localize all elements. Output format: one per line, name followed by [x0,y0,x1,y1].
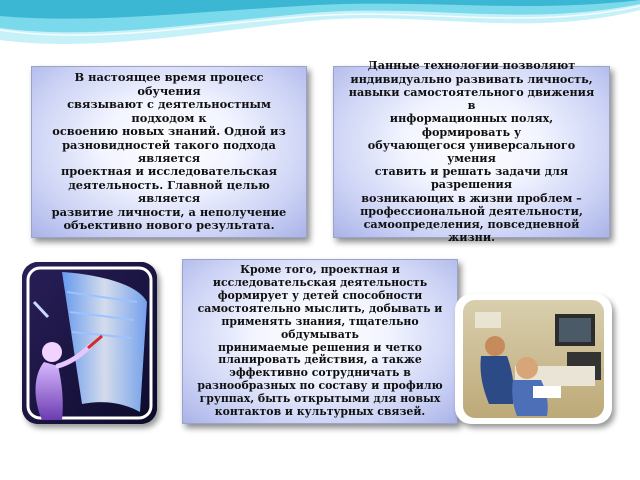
text-line: формирует у детей способности [217,289,423,303]
text-line: исследовательская деятельность [212,276,428,290]
text-line: В настоящее время процесс обучения [74,70,264,98]
students-at-computer-illustration [455,294,612,424]
text-line: навыки самостоятельного движения в [348,84,595,113]
text-line: деятельность. Главной целью является [68,177,270,206]
text-line: связывают с деятельностным подходом к [67,97,271,125]
text-line: принимаемые решения и четко [218,340,422,354]
text-line: обучающегося универсального умения [367,137,576,165]
text-line: индивидуально развивать личность, [350,71,593,86]
text-line: ставить и решать задачи для разрешения [374,164,569,192]
text-line: группах, быть открытыми для новых [199,391,441,405]
text-line: освоению новых знаний. Одной из [52,124,286,139]
text-line: эффективно сотрудничать в [229,366,411,380]
text-line: самоопределения, повседневной жизни. [363,217,580,245]
text-line: самостоятельно мыслить, добывать и [197,301,443,315]
text-line: применять знания, тщательно обдумывать [221,314,419,341]
text-line: Данные технологии позволяют [367,58,576,73]
text-card-right-top-body [344,59,599,244]
text-card-center-bottom [182,259,458,424]
text-line: разнообразных по составу и профилю [197,379,443,393]
text-line: Кроме того, проектная и [240,263,400,277]
text-card-right-top [333,58,610,245]
text-line: возникающих в жизни проблем – [361,190,582,205]
students-at-computer-photo [455,294,612,424]
text-line: информационных полях, формировать у [389,111,554,139]
text-card-left-top-body [48,71,290,232]
text-card-left-top [31,66,307,238]
text-line: планировать действия, а также [218,353,422,367]
figure-with-scroll-image [22,262,157,424]
figure-with-scroll-illustration [22,262,157,424]
text-line: развитие личности, а неполучение [51,204,287,219]
text-line: объективно нового результата. [63,218,275,233]
text-line: проектная и исследовательская [60,164,278,179]
text-line: профессиональной деятельности, [360,203,583,218]
text-card-center-bottom-body [191,264,449,418]
text-line: разновидностей такого подхода является [62,137,276,165]
text-line: контактов и культурных связей. [214,404,426,418]
